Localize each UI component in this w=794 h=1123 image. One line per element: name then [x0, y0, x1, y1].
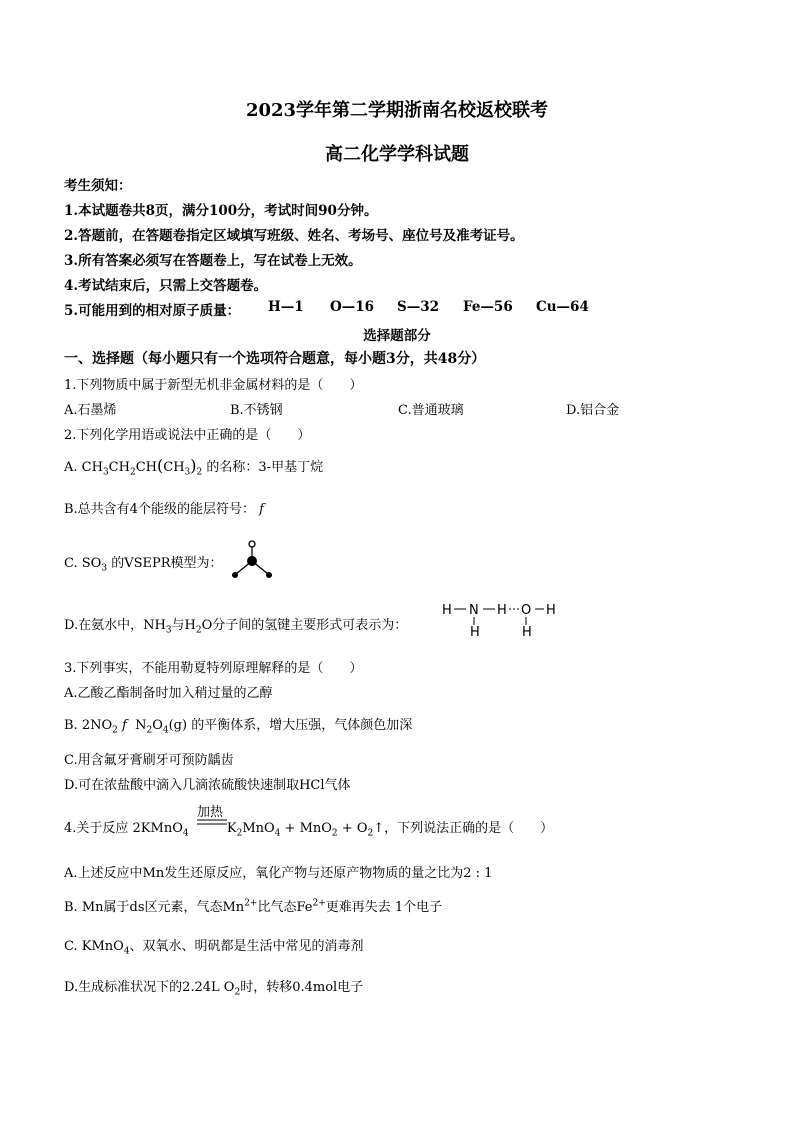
- q4-option-d: D.生成标准状况下的2.24L $O_2$时，转移0.4mol电子: [64, 980, 364, 998]
- q3-b-rest1: N: [135, 718, 147, 733]
- atomic-mass-fe: Fe—56: [463, 299, 513, 315]
- q4-condition: 加热: [197, 805, 224, 820]
- q4-c1: C. KMnO: [64, 939, 124, 954]
- atomic-mass-o: O—16: [330, 299, 375, 315]
- hbond-h-below-o: H: [522, 625, 532, 640]
- q2-option-a: A. $CH_3CH_2CH(CH_3)_2$ 的名称：3-甲基丁烷: [64, 456, 324, 478]
- q3-option-c: C.用含氟牙膏刷牙可预防龋齿: [64, 753, 234, 768]
- notice-item-1: 1.本试题卷共8页，满分100分，考试时间90分钟。: [64, 203, 378, 219]
- q4-d1: D.生成标准状况下的2.24L O: [64, 980, 235, 995]
- q3-b-rest3: (g) 的平衡体系，增大压强，气体颜色加深: [168, 718, 413, 733]
- q4-b2: 比气态Fe: [257, 900, 313, 915]
- q1-option-c: C.普通玻璃: [398, 403, 464, 418]
- notice-item-2: 2.答题前，在答题卷指定区域填写班级、姓名、考场号、座位号及准考证号。: [64, 228, 524, 244]
- q1-option-b: B.不锈钢: [230, 403, 283, 418]
- q1-option-a: A.石墨烯: [64, 403, 117, 418]
- q3-stem: 3.下列事实，不能用勒夏特列原理解释的是（ ）: [64, 661, 363, 676]
- q4-option-a: A.上述反应中Mn发生还原反应，氧化产物与还原产物物质的量之比为2 : 1: [64, 866, 493, 881]
- q2-a-prefix: A. CH: [64, 460, 103, 475]
- q3-option-d: D.可在浓盐酸中滴入几滴浓硫酸快速制取HCl气体: [64, 778, 351, 793]
- q3-b-formula: B. 2NO: [64, 718, 113, 733]
- q2-b-text: B.总共含有4个能级的能层符号：: [64, 502, 255, 517]
- q4-b3: 更难再失去 1个电子: [325, 900, 443, 915]
- hbond-h-right: H: [546, 603, 556, 618]
- q2-d-text3: O分子间的氢键主要形式可表示为：: [201, 618, 408, 633]
- q3-b-rest2: O: [152, 718, 163, 733]
- q2-option-d: D.在氨水中，$NH_3$与$H_2O$分子间的氢键主要形式可表示为：: [64, 618, 408, 636]
- hbond-h-left: H: [442, 603, 452, 618]
- q2-c-suffix: 的VSEPR模型为：: [111, 556, 223, 571]
- atomic-mass-s: S—32: [397, 299, 440, 315]
- vsepr-model-diagram: [228, 537, 276, 581]
- notice-item-4: 4.考试结束后，只需上交答题卷。: [64, 278, 268, 294]
- atomic-mass-cu: Cu—64: [536, 299, 589, 315]
- q4-option-c: C. KMnO$_4$、双氧水、明矾都是生活中常见的消毒剂: [64, 939, 364, 957]
- equals-arrow-icon: [197, 818, 227, 828]
- hydrogen-bond-diagram: [440, 598, 560, 640]
- exam-title: 2023学年第二学期浙南名校返校联考: [245, 100, 549, 121]
- q2-a-suffix: 的名称：3-甲基丁烷: [206, 460, 324, 475]
- q1-option-d: D.铝合金: [566, 403, 620, 418]
- q2-option-c: C. $SO_3$ 的VSEPR模型为：: [64, 556, 223, 574]
- q2-d-text1: D.在氨水中，NH: [64, 618, 166, 633]
- q4-c2: 、双氧水、明矾都是生活中常见的消毒剂: [129, 939, 364, 954]
- hbond-n: N: [469, 603, 479, 618]
- section-heading: 一、选择题（每小题只有一个选项符合题意，每小题3分，共48分）: [64, 351, 486, 367]
- q4-stem-prefix: 4.关于反应 2KMnO: [64, 821, 183, 836]
- atomic-mass-label: 5.可能用到的相对原子质量：: [64, 303, 241, 319]
- q4-stem: 4.关于反应 2KMnO$_4$ $K_2MnO_4 + MnO_2$ + $O_2↑$，下列说法正确的是（ ）: [64, 821, 554, 839]
- q4-products: K: [226, 821, 237, 836]
- atomic-mass-h: H—1: [268, 299, 304, 315]
- hbond-o: O: [521, 603, 532, 618]
- q3-option-b: B. $2NO_2$ f $N_2O_4(g)$ 的平衡体系，增大压强，气体颜色加深: [64, 718, 413, 736]
- q2-stem: 2.下列化学用语或说法中正确的是（ ）: [64, 428, 311, 443]
- notice-item-3: 3.所有答案必须写在答题卷上，写在试卷上无效。: [64, 253, 362, 269]
- q2-option-b: [64, 498, 264, 517]
- q4-stem-suffix: ，下列说法正确的是（ ）: [384, 821, 554, 836]
- q2-b-symbol: f: [259, 502, 264, 517]
- exam-subtitle: 高二化学学科试题: [325, 144, 469, 165]
- q4-d2: 时，转移0.4mol电子: [240, 980, 364, 995]
- q3-option-a: A.乙酸乙酯制备时加入稍过量的乙醇: [64, 686, 273, 701]
- q3-b-arrow: f: [122, 718, 127, 733]
- notice-heading: 考生须知：: [64, 178, 132, 194]
- q2-c-prefix: C. SO: [64, 556, 102, 571]
- hbond-h-below-n: H: [470, 625, 480, 640]
- q1-stem: 1.下列物质中属于新型无机非金属材料的是（ ）: [64, 378, 363, 393]
- q4-option-b: B. Mn属于ds区元素，气态$Mn^{2+}$比气态$Fe^{2+}$更难再失去 1个电子: [64, 898, 443, 915]
- hbond-h-mid: H: [497, 603, 507, 618]
- q2-d-text2: 与H: [171, 618, 196, 633]
- part-title: 选择题部分: [363, 328, 431, 344]
- q4-b1: B. Mn属于ds区元素，气态Mn: [64, 900, 245, 915]
